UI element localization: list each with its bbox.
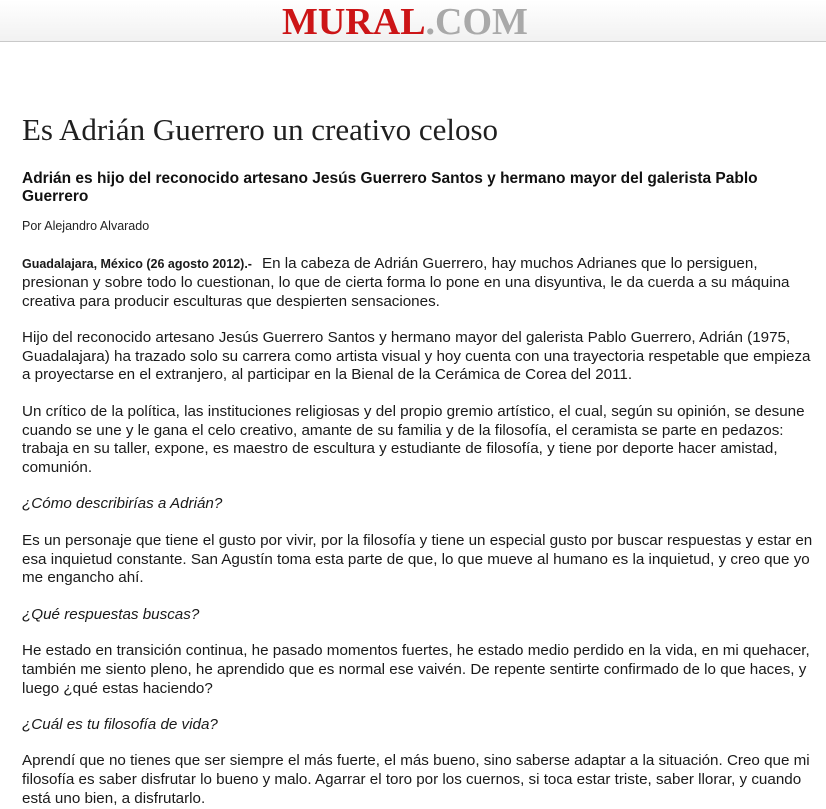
- answer-2: He estado en transición continua, he pasado momentos fuertes, he estado medio perdido en la vida, en mi quehacer, también me siento pleno, he aprendido que es normal ese vaivén. De repente sentirte confirmado de lo que haces, y luego ¿qué estas haciendo?: [22, 641, 810, 697]
- site-logo[interactable]: [282, 2, 528, 42]
- article-byline: Por Alejandro Alvarado: [22, 219, 150, 233]
- paragraph-3: Un crítico de la política, las instituciones religiosas y del propio gremio artístico, el cual, según su opinión, se desune cuando se une y le gana el celo creativo, amante de su familia y de la filosofía, el ceramista se parte en pedazos: trabaja en su taller, expone, es maestro de escultura y estudiante de filosofía, y tiene por deporte hacer amistad, comunión.: [22, 402, 805, 477]
- dateline: Guadalajara, México (26 agosto 2012).-: [22, 257, 252, 271]
- question-3: ¿Cuál es tu filosofía de vida?: [22, 715, 218, 733]
- logo-main-text: MURAL: [282, 1, 426, 43]
- paragraph-2: Hijo del reconocido artesano Jesús Guerrero Santos y hermano mayor del galerista Pablo Guerrero, Adrián (1975, Guadalajara) ha trazado solo su carrera como artista visual y hoy cuenta con una trayectoria respetable que empieza a proyectarse en el extranjero, al participar en la Bienal de la Cerámica de Corea del 2011.: [22, 328, 811, 384]
- question-1: ¿Cómo describirías a Adrián?: [22, 495, 223, 513]
- answer-3: Aprendí que no tienes que ser siempre el más fuerte, el más bueno, sino saberse adaptar a la situación. Creo que mi filosofía es saber disfrutar lo bueno y malo. Agarrar el toro por los cuernos, si toca estar triste, saber llorar, y cuando está uno bien, a disfrutarlo.: [22, 752, 810, 807]
- article-title: Es Adrián Guerrero un creativo celoso: [22, 112, 499, 147]
- question-2: ¿Qué respuestas buscas?: [22, 605, 200, 623]
- logo-domain-text: .COM: [425, 1, 528, 43]
- article-body: [22, 255, 816, 809]
- answer-1: Es un personaje que tiene el gusto por vivir, por la filosofía y tiene un especial gusto por buscar respuestas y estar en esa inquietud constante. San Agustín toma esta parte de que, lo que mueve al humano es la inquietud, y creo que yo me engancho ahí.: [22, 531, 813, 587]
- paragraph-1-text: En la cabeza de Adrián Guerrero, hay muchos Adrianes que lo persiguen, presionan y sobre todo lo cuestionan, lo que de cierta forma lo pone en una disyuntiva, le da cuerda a su máquina creativa para producir esculturas que despierten sensaciones.: [22, 255, 790, 310]
- article-subtitle: Adrián es hijo del reconocido artesano Jesús Guerrero Santos y hermano mayor del galerista Pablo Guerrero: [22, 170, 758, 205]
- masthead: [0, 0, 826, 42]
- paragraph-1: [22, 255, 816, 311]
